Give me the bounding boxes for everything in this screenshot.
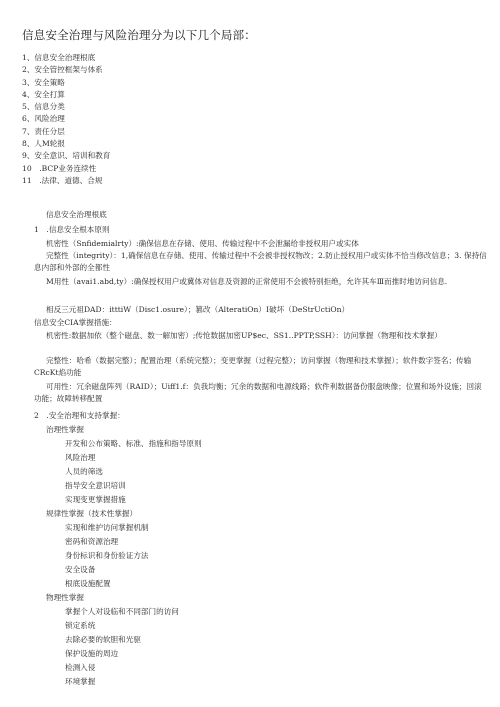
- list-item: 去除必要的软胆和光驱: [65, 635, 141, 644]
- toc-item: 4、安全打算: [22, 89, 65, 99]
- toc-item: 1、信息安全治理根底: [22, 53, 96, 62]
- list-item: 锁定系统: [65, 621, 96, 630]
- list-item: 安全设备: [65, 565, 96, 574]
- toc-item: 3、安全策略: [22, 77, 65, 87]
- list-item: 实现变更掌握措施: [65, 495, 126, 504]
- list-heading: 物理性掌握: [46, 593, 84, 602]
- toc-item: 11 .法律、道德、合规: [22, 175, 103, 185]
- toc-item: 8、人M轮报: [22, 139, 65, 149]
- list-item: 根底设施配置: [65, 579, 111, 588]
- paragraph: M用性（avai1.abd,ty）:确保授权用户或冀体对信息及资源的正常使用不会被特别拒绝，允许其车Ⅲ而推时地访问信息.: [46, 277, 448, 286]
- list-item: 保护设施的周边: [65, 649, 119, 658]
- toc-item: 5、信息分类: [22, 102, 65, 112]
- paragraph: 可用性：冗余磁盘阵列（RAID）；Uiff1.f：负我均衡；冗余的数据和电源线路；软件利数据备份服盘映像；位置和场外设施；回滚功能；故障转移配置: [34, 382, 482, 403]
- paragraph: 机密性（Snfidemialrty）:确保信息在存储、使用、传输过程中不会泄漏给非授权用户或实体: [46, 239, 359, 248]
- list-heading: 治理性掌握: [46, 425, 84, 434]
- toc-item: 7、责任分层: [22, 126, 65, 136]
- subsection-heading: 2 .安全治理和支持掌握：: [34, 411, 125, 420]
- paragraph: 相反三元祖DAD：itttiW（Disc1.osure）；篡改（AlteratiOn）I破坏（DeStrUctiOn）: [46, 305, 350, 314]
- list-item: 环境掌握: [65, 677, 96, 686]
- toc-item: 10 .BCP业务连续性: [22, 163, 97, 173]
- subsection-heading: 信息安全CIA掌握措施：: [34, 318, 117, 327]
- list-item: 掌握个人对设临和不同部门的访问: [65, 607, 179, 616]
- list-item: 人员的筛选: [65, 467, 103, 476]
- toc-item: 6、风险治理: [22, 114, 65, 124]
- list-item: 开发和公布策略、标准、指施和指导原则: [65, 439, 202, 448]
- table-of-contents: [22, 52, 110, 187]
- list-item: 指导安全意识培训: [65, 481, 126, 490]
- toc-item: 2、安全管控框架与体系: [22, 65, 103, 75]
- subsection-heading: 1 .信息安全根本原则: [34, 225, 110, 234]
- toc-item: 9、安全意识、培训和教育: [22, 151, 111, 161]
- list-heading: 规律性掌握（技术性掌握）: [46, 509, 138, 518]
- paragraph: 机密性:数据加依（整个磁盘、数一解加密）;传怆数据加密UP$ec、SS1..PPTP,SSH）：访问掌握（物理和技术掌握）: [46, 331, 442, 340]
- section-heading: 信息安全治理根底: [46, 210, 107, 219]
- document-body: [0, 207, 500, 702]
- list-item: 风险治理: [65, 453, 96, 462]
- list-item: 检测入侵: [65, 663, 96, 672]
- paragraph: 完整性：哈希（数据完整）；配置治理（系统完整）；变更掌握（过程完整）；访问掌握（物理和技术掌握）；软件数字签名；传输CRcKt焰功能: [34, 356, 472, 377]
- document-title: 信息安全治理与风险治理分为以下几个局部：: [22, 28, 256, 42]
- paragraph: 完整性（integrity）：1,确保信息在存储、使用、传输过程中不会被非授权物改；2.防止授权用户或实体不恰当修改信息；3. 保持信息内部和外部的全都性: [34, 251, 487, 272]
- list-item: 身份标识和身份验证方法: [65, 551, 149, 560]
- list-item: 密码和资源治理: [65, 537, 119, 546]
- list-item: 实现和维护访问掌握机制: [65, 523, 149, 532]
